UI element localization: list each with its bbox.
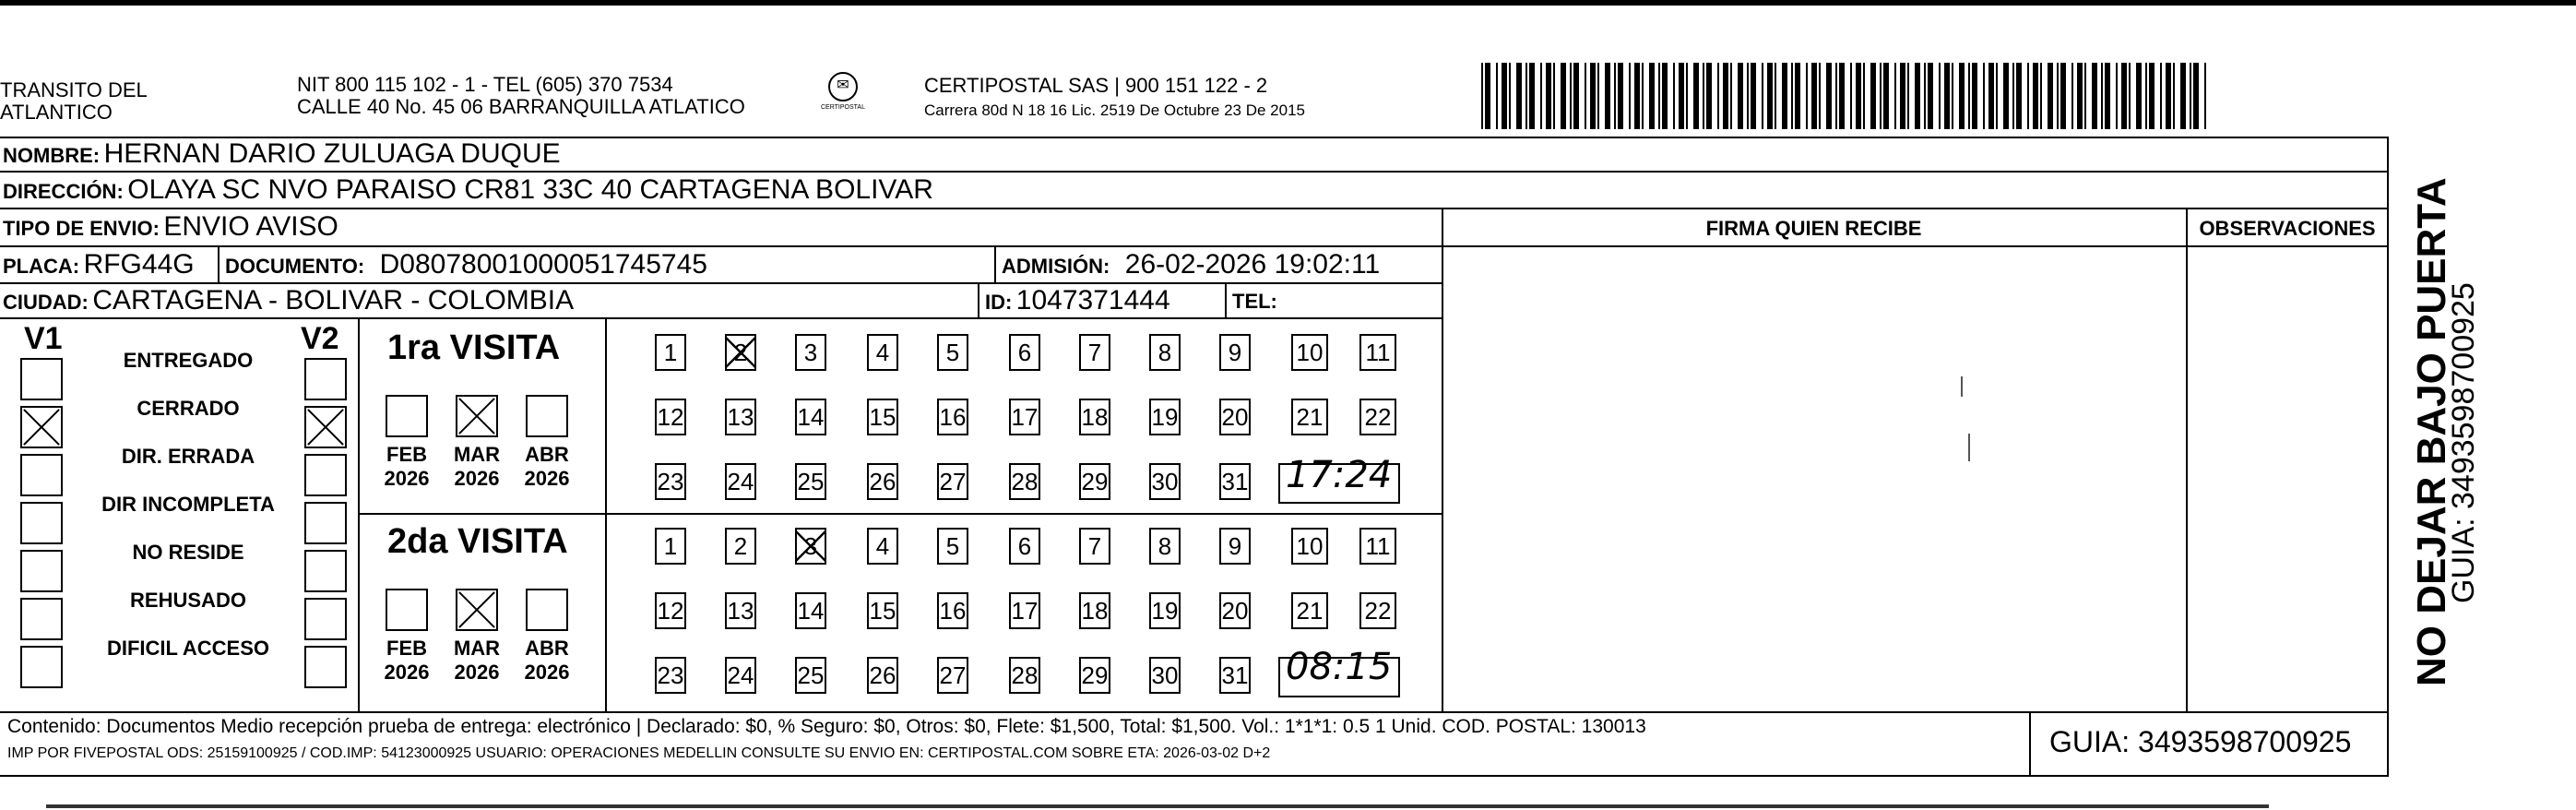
status-label: CERRADO	[137, 397, 240, 420]
firma-label: FIRMA QUIEN RECIBE	[1705, 217, 1922, 240]
divider	[978, 282, 979, 319]
day-cell[interactable]: 16	[937, 399, 968, 435]
day-cell[interactable]: 13	[725, 592, 756, 629]
logo-text: CERTIPOSTAL	[821, 104, 865, 111]
divider	[0, 245, 2389, 247]
issuer-block	[0, 79, 148, 124]
day-cell[interactable]: 15	[867, 399, 898, 435]
v2-checkbox[interactable]	[304, 598, 347, 640]
day-cell[interactable]: 9	[1219, 528, 1251, 565]
tipo-label: TIPO DE ENVIO:	[3, 217, 160, 240]
placa-value: RFG44G	[83, 249, 195, 280]
admision-label: ADMISIÓN:	[1002, 255, 1110, 278]
day-cell[interactable]: 12	[655, 399, 686, 435]
day-cell[interactable]: 31	[1219, 657, 1251, 694]
status-label: DIR INCOMPLETA	[101, 493, 275, 516]
status-label: ENTREGADO	[123, 349, 254, 372]
day-cell[interactable]: 3	[795, 528, 826, 565]
direccion-value: OLAYA SC NVO PARAISO CR81 33C 40 CARTAGENA BOLIVAR	[127, 174, 933, 205]
direccion-row	[3, 174, 933, 206]
day-cell[interactable]: 23	[655, 463, 686, 500]
divider	[0, 171, 2389, 173]
divider	[2186, 208, 2188, 712]
day-cell[interactable]: 2	[725, 528, 756, 565]
day-cell[interactable]: 19	[1149, 592, 1181, 629]
day-cell[interactable]: 16	[937, 592, 968, 629]
nit-line2: CALLE 40 No. 45 06 BARRANQUILLA ATLATICO	[297, 95, 745, 118]
id-cell	[985, 285, 1170, 316]
day-cell[interactable]: 28	[1009, 657, 1040, 694]
month-label: FEB 2026	[384, 443, 430, 490]
first-visit-title: 1ra VISITA	[387, 328, 561, 367]
footer-contenido: Contenido: Documentos Medio recepción prueba de entrega: electrónico | Declarado: $0, % Seguro: $0, Otros: $0, Flete: $1,500, Total: $1,500. Vol.: 1*1*1: 0.5 1 Unid. COD. POSTAL: 130013	[7, 716, 1646, 737]
day-cell[interactable]: 26	[867, 657, 898, 694]
placa-cell	[3, 249, 195, 280]
status-label: REHUSADO	[130, 589, 246, 612]
v1-checkbox[interactable]	[20, 502, 63, 544]
day-cell[interactable]: 13	[725, 399, 756, 435]
day-cell[interactable]: 21	[1291, 399, 1328, 435]
day-cell[interactable]: 2	[725, 334, 756, 371]
divider	[2029, 712, 2031, 777]
first-visit-time: 17:24	[1286, 454, 1393, 496]
day-cell[interactable]: 24	[725, 463, 756, 500]
footer-guia: GUIA: 3493598700925	[2049, 725, 2352, 758]
v2-checkbox[interactable]	[304, 358, 347, 400]
day-cell[interactable]: 8	[1149, 334, 1181, 371]
nit-block	[297, 74, 745, 118]
day-cell[interactable]: 27	[937, 463, 968, 500]
v1-checkbox[interactable]	[20, 646, 63, 688]
v2-checkbox[interactable]	[304, 502, 347, 544]
admision-value: 26-02-2026 19:02:11	[1124, 249, 1381, 280]
month-checkbox[interactable]	[526, 395, 568, 437]
v2-label: V2	[301, 321, 339, 356]
bottom-border	[46, 804, 2269, 808]
day-cell[interactable]: 28	[1009, 463, 1040, 500]
day-cell[interactable]: 30	[1149, 657, 1181, 694]
divider	[1442, 208, 1443, 712]
footer-imp: IMP POR FIVEPOSTAL ODS: 25159100925 / COD.IMP: 54123000925 USUARIO: OPERACIONES MEDELLIN CONSULTE SU ENVIO EN: CERTIPOSTAL.COM SOBRE ETA: 2026-03-02 D+2	[7, 745, 1271, 761]
month-label: FEB 2026	[384, 637, 430, 684]
id-value: 1047371444	[1015, 285, 1170, 316]
divider	[0, 208, 2389, 209]
status-label: NO RESIDE	[132, 541, 244, 564]
v1-checkbox[interactable]	[20, 598, 63, 640]
day-cell[interactable]: 22	[1359, 399, 1396, 435]
nombre-label: NOMBRE:	[3, 144, 101, 167]
admision-cell	[1002, 249, 1380, 280]
day-cell[interactable]: 26	[867, 463, 898, 500]
divider	[358, 318, 360, 712]
v2-checkbox[interactable]	[304, 406, 347, 448]
day-cell[interactable]: 20	[1219, 399, 1251, 435]
day-cell[interactable]: 22	[1359, 592, 1396, 629]
day-cell[interactable]: 19	[1149, 399, 1181, 435]
day-cell[interactable]: 25	[795, 657, 826, 694]
day-cell[interactable]: 8	[1149, 528, 1181, 565]
day-cell[interactable]: 21	[1291, 592, 1328, 629]
day-cell[interactable]: 11	[1359, 334, 1396, 371]
ciudad-value: CARTAGENA - BOLIVAR - COLOMBIA	[92, 285, 575, 316]
ciudad-label: CIUDAD:	[3, 291, 89, 314]
day-cell[interactable]: 4	[867, 528, 898, 565]
day-cell[interactable]: 17	[1009, 592, 1040, 629]
status-label: DIFICIL ACCESO	[106, 637, 269, 660]
side-guia: GUIA: 3493598700925	[2446, 282, 2481, 603]
v1-checkbox[interactable]	[20, 406, 63, 448]
day-cell[interactable]: 27	[937, 657, 968, 694]
logo-icon: ✉	[828, 72, 858, 101]
courier-block	[924, 74, 1305, 120]
day-cell[interactable]: 23	[655, 657, 686, 694]
signature-mark	[1961, 376, 1963, 397]
day-cell[interactable]: 14	[795, 592, 826, 629]
tipo-value: ENVIO AVISO	[163, 211, 338, 242]
day-cell[interactable]: 7	[1079, 528, 1110, 565]
day-cell[interactable]: 3	[795, 334, 826, 371]
status-label: DIR. ERRADA	[121, 445, 255, 468]
day-cell[interactable]: 15	[867, 592, 898, 629]
observaciones-label: OBSERVACIONES	[2199, 217, 2376, 240]
issuer-line1: TRANSITO DEL	[0, 78, 148, 101]
divider	[994, 246, 996, 283]
ciudad-cell	[3, 285, 574, 316]
nombre-value: HERNAN DARIO ZULUAGA DUQUE	[103, 138, 561, 169]
month-label: ABR 2026	[524, 443, 570, 490]
courier-line1: CERTIPOSTAL SAS | 900 151 122 - 2	[924, 74, 1268, 97]
documento-label: DOCUMENTO:	[225, 255, 365, 278]
certipostal-logo	[810, 72, 876, 120]
nombre-row	[3, 138, 561, 170]
v1-checkbox[interactable]	[20, 454, 63, 496]
day-cell[interactable]: 1	[655, 334, 686, 371]
divider	[2387, 137, 2389, 777]
month-label: MAR 2026	[453, 637, 501, 684]
month-checkbox[interactable]	[456, 589, 498, 631]
day-cell[interactable]: 29	[1079, 657, 1110, 694]
day-cell[interactable]: 5	[937, 528, 968, 565]
day-cell[interactable]: 14	[795, 399, 826, 435]
day-cell[interactable]: 6	[1009, 334, 1040, 371]
v1-checkbox[interactable]	[20, 550, 63, 592]
day-cell[interactable]: 31	[1219, 463, 1251, 500]
month-checkbox[interactable]	[386, 395, 428, 437]
day-cell[interactable]: 6	[1009, 528, 1040, 565]
day-cell[interactable]: 20	[1219, 592, 1251, 629]
day-cell[interactable]: 17	[1009, 399, 1040, 435]
v1-label: V1	[24, 321, 63, 356]
day-cell[interactable]: 4	[867, 334, 898, 371]
side-warning: NO DEJAR BAJO PUERTA	[2409, 177, 2454, 686]
day-cell[interactable]: 1	[655, 528, 686, 565]
month-checkbox[interactable]	[456, 395, 498, 437]
tipo-row	[3, 211, 338, 243]
day-cell[interactable]: 12	[655, 592, 686, 629]
month-checkbox[interactable]	[386, 589, 428, 631]
placa-label: PLACA:	[3, 255, 80, 278]
divider	[358, 513, 1442, 515]
day-cell[interactable]: 10	[1291, 334, 1328, 371]
courier-line2: Carrera 80d N 18 16 Lic. 2519 De Octubre 23 De 2015	[924, 101, 1305, 119]
divider	[605, 318, 607, 712]
day-cell[interactable]: 10	[1291, 528, 1328, 565]
nit-line1: NIT 800 115 102 - 1 - TEL (605) 370 7534	[297, 73, 673, 96]
divider	[218, 246, 220, 283]
id-label: ID:	[985, 291, 1013, 314]
v2-checkbox[interactable]	[304, 454, 347, 496]
issuer-line2: ATLANTICO	[0, 101, 113, 124]
month-label: ABR 2026	[524, 637, 570, 684]
day-cell[interactable]: 30	[1149, 463, 1181, 500]
month-checkbox[interactable]	[526, 589, 568, 631]
barcode	[1481, 63, 2212, 129]
tel-label: TEL:	[1232, 290, 1277, 313]
day-cell[interactable]: 18	[1079, 399, 1110, 435]
signature-mark	[1968, 434, 1970, 461]
second-visit-title: 2da VISITA	[387, 522, 568, 561]
v2-checkbox[interactable]	[304, 550, 347, 592]
direccion-label: DIRECCIÓN:	[3, 180, 124, 203]
day-cell[interactable]: 18	[1079, 592, 1110, 629]
documento-value: D08078001000051745745	[379, 249, 707, 280]
v1-checkbox[interactable]	[20, 358, 63, 400]
day-cell[interactable]: 11	[1359, 528, 1396, 565]
documento-cell	[225, 249, 707, 280]
v2-checkbox[interactable]	[304, 646, 347, 688]
day-cell[interactable]: 29	[1079, 463, 1110, 500]
tel-cell	[1232, 290, 1277, 314]
top-border	[0, 0, 2576, 6]
day-cell[interactable]: 24	[725, 657, 756, 694]
day-cell[interactable]: 7	[1079, 334, 1110, 371]
month-label: MAR 2026	[453, 443, 501, 490]
day-cell[interactable]: 9	[1219, 334, 1251, 371]
day-cell[interactable]: 5	[937, 334, 968, 371]
divider	[1225, 282, 1227, 319]
second-visit-time: 08:15	[1286, 646, 1393, 688]
day-cell[interactable]: 25	[795, 463, 826, 500]
